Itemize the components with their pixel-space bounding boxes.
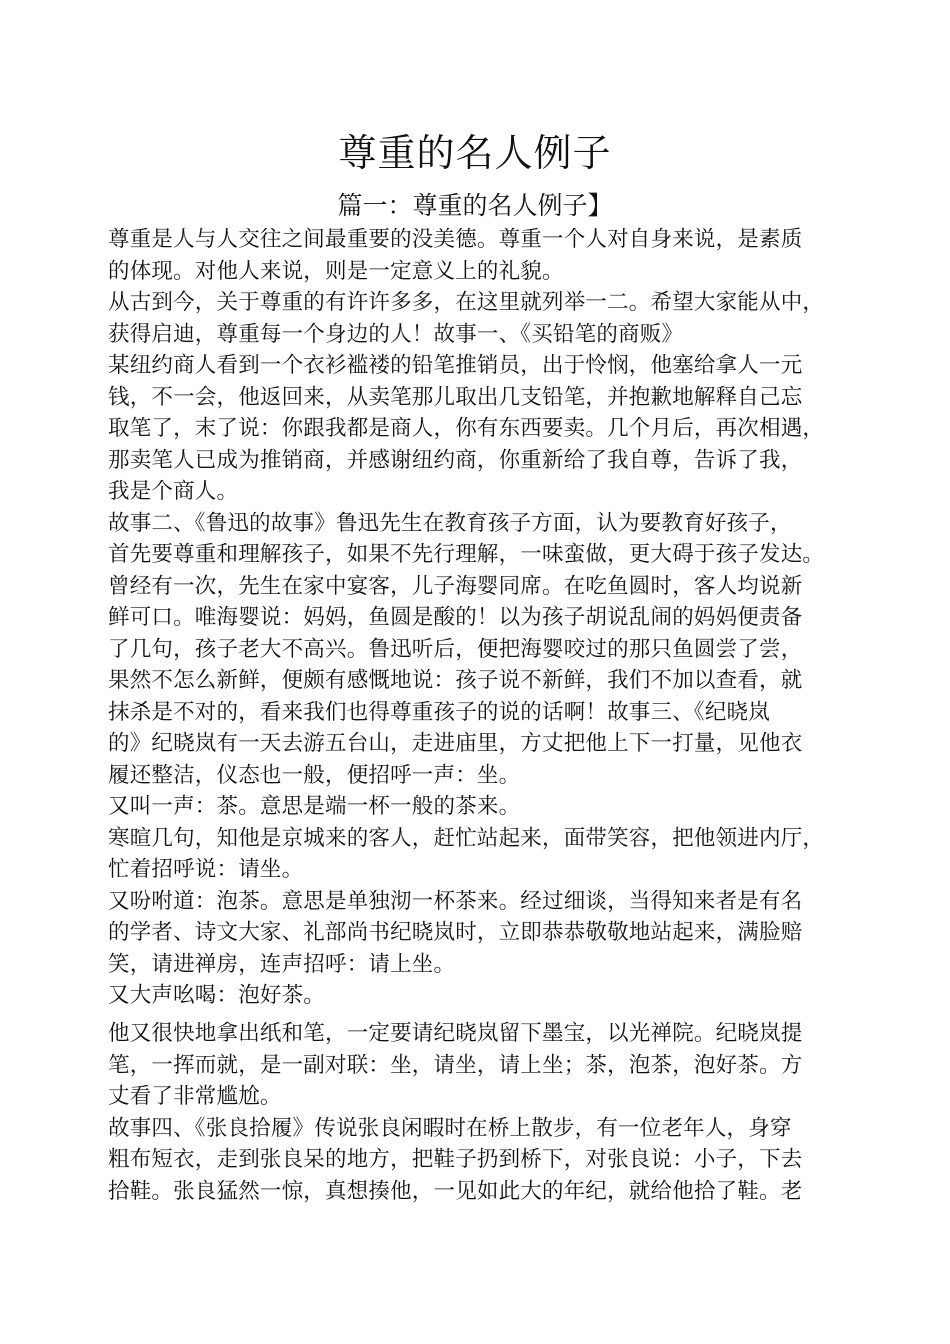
body-line: 我是个商人。 [108,479,239,504]
body-line: 了几句，孩子老大不高兴。鲁迅听后，便把海婴咬过的那只鱼圆尝了尝， [108,636,803,662]
body-line: 的》纪晓岚有一天去游五台山，走进庙里，方丈把他上下一打量，见他衣 [108,731,803,756]
body-line: 那卖笔人已成为推销商，并感谢纽约商，你重新给了我自尊，告诉了我， [108,447,803,473]
body-line: 忙着招呼说：请坐。 [108,857,304,882]
body-line: 尊重是人与人交往之间最重要的没美德。尊重一个人对自身来说，是素质 [108,227,803,252]
body-line: 又吩咐道：泡茶。意思是单独沏一杯茶来。经过细谈，当得知来者是有名 [108,888,803,914]
body-line: 故事二、《鲁迅的故事》鲁迅先生在教育孩子方面，认为要教育好孩子， [108,510,792,536]
body-line: 果然不怎么新鲜，便颇有感慨地说：孩子说不新鲜，我们不加以查看，就 [108,668,803,693]
body-line: 钱，不一会，他返回来，从卖笔那儿取出几支铅笔，并抱歉地解释自己忘 [108,384,803,410]
body-line: 取笔了，末了说：你跟我都是商人，你有东西要卖。几个月后，再次相遇， [108,416,825,441]
body-line: 履还整洁，仪态也一般，便招呼一声：坐。 [108,762,521,788]
body-line: 笑，请进禅房，连声招呼：请上坐。 [108,951,456,977]
body-line: 笔，一挥而就，是一副对联：坐，请坐，请上坐；茶，泡茶，泡好茶。方 [108,1052,803,1078]
body-line: 鲜可口。唯海婴说：妈妈，鱼圆是酸的！以为孩子胡说乱闹的妈妈便责备 [108,605,803,630]
body-line: 粗布短衣，走到张良呆的地方，把鞋子扔到桥下，对张良说：小子，下去 [108,1147,803,1172]
body-line: 的学者、诗文大家、礼部尚书纪晓岚时，立即恭恭敬敬地站起来，满脸赔 [108,920,803,945]
body-text-block-2 [108,1018,878,1207]
body-line: 从古到今，关于尊重的有许许多多，在这里就列举一二。希望大家能从中， [108,290,825,315]
body-line: 获得启迪，尊重每一个身边的人！故事一、《买铅笔的商贩》 [108,321,684,347]
body-line: 故事四、《张良拾履》传说张良闲暇时在桥上散步，有一位老年人，身穿 [108,1115,792,1141]
body-line: 丈看了非常尴尬。 [108,1084,282,1109]
body-line: 的体现。对他人来说，则是一定意义上的礼貌。 [108,258,564,284]
body-line: 拾鞋。张良猛然一惊，真想揍他，一见如此大的年纪，就给他拾了鞋。老 [108,1178,803,1204]
body-line: 首先要尊重和理解孩子，如果不先行理解，一味蛮做，更大碍于孩子发达。 [108,542,825,567]
body-line: 曾经有一次，先生在家中宴客，儿子海婴同席。在吃鱼圆时，客人均说新 [108,573,803,599]
page-subtitle: 篇一：尊重的名人例子】 [337,190,613,220]
body-line: 抹杀是不对的，看来我们也得尊重孩子的说的话啊！故事三、《纪晓岚 [108,699,770,725]
body-line: 又叫一声：茶。意思是端一杯一般的茶来。 [108,794,521,819]
body-text-block-1 [108,224,878,1012]
body-line: 寒暄几句，知他是京城来的客人，赶忙站起来，面带笑容，把他领进内厅， [108,825,825,851]
body-line: 又大声吆喝：泡好茶。 [108,983,326,1008]
page-title: 尊重的名人例子 [338,131,612,176]
body-line: 某纽约商人看到一个衣衫褴褛的铅笔推销员，出于怜悯，他塞给拿人一元 [108,353,803,378]
body-line: 他又很快地拿出纸和笔，一定要请纪晓岚留下墨宝，以光禅院。纪晓岚提 [108,1021,803,1046]
